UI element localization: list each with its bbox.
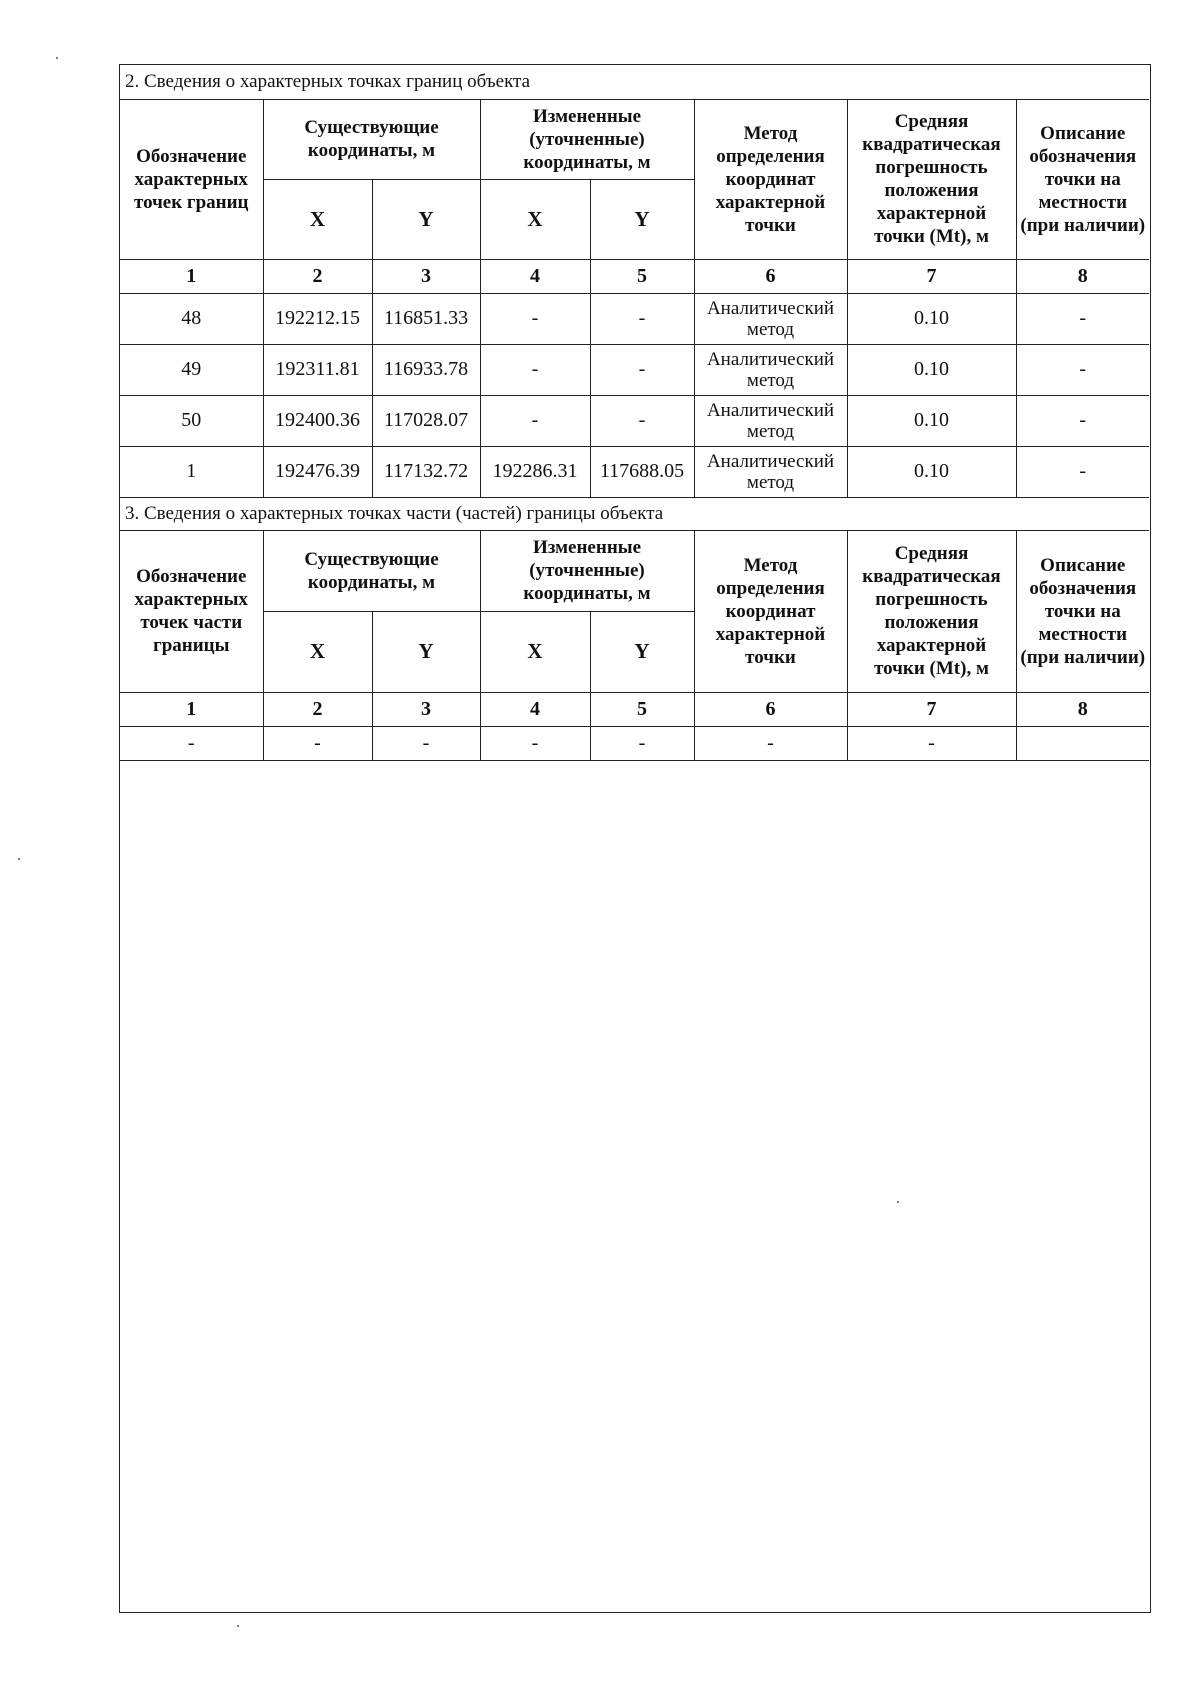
column-number-row [120, 692, 1149, 726]
point-id: 1 [120, 446, 263, 497]
col-number: 6 [694, 259, 847, 293]
description: - [1016, 344, 1149, 395]
coord-y-new: - [590, 293, 694, 344]
column-number-row [120, 259, 1149, 293]
header-y: Y [372, 179, 480, 259]
error-value: - [847, 726, 1016, 760]
header-x-new: X [480, 611, 590, 692]
coord-y: 116933.78 [372, 344, 480, 395]
method: Аналитический метод [694, 293, 847, 344]
boundary-points-table [120, 65, 1149, 761]
coord-y-new: - [590, 395, 694, 446]
col-number: 2 [263, 692, 372, 726]
scan-speck [897, 1201, 899, 1203]
header-row [120, 99, 1149, 179]
method: Аналитический метод [694, 446, 847, 497]
col-number: 1 [120, 259, 263, 293]
header-changed-coords: Измененные (уточненные) координаты, м [480, 530, 694, 611]
header-existing-coords: Существующие координаты, м [263, 530, 480, 611]
col-number: 4 [480, 259, 590, 293]
header-designation: Обозначение характерных точек границ [120, 99, 263, 259]
col-number: 8 [1016, 259, 1149, 293]
coord-x-new: - [480, 395, 590, 446]
header-existing-coords: Существующие координаты, м [263, 99, 480, 179]
header-y-new: Y [590, 611, 694, 692]
col-number: 5 [590, 692, 694, 726]
coord-x-new: - [480, 344, 590, 395]
col-number: 7 [847, 259, 1016, 293]
header-changed-coords: Измененные (уточненные) координаты, м [480, 99, 694, 179]
coord-x-new: 192286.31 [480, 446, 590, 497]
section-title-row [120, 65, 1149, 99]
col-number: 3 [372, 259, 480, 293]
col-number: 6 [694, 692, 847, 726]
point-id: 48 [120, 293, 263, 344]
table-row [120, 344, 1149, 395]
table-row [120, 293, 1149, 344]
point-id: 49 [120, 344, 263, 395]
section-title-row [120, 497, 1149, 530]
method: - [694, 726, 847, 760]
section2-title: 2. Сведения о характерных точках границ объекта [120, 65, 1149, 99]
description: - [1016, 446, 1149, 497]
header-error: Средняя квадратическая погрешность положения характерной точки (Mt), м [847, 99, 1016, 259]
coord-y-new: - [590, 726, 694, 760]
coord-x: - [263, 726, 372, 760]
coord-x-new: - [480, 293, 590, 344]
col-number: 2 [263, 259, 372, 293]
header-designation: Обозначение характерных точек части границы [120, 530, 263, 692]
header-row [120, 530, 1149, 611]
method: Аналитический метод [694, 344, 847, 395]
error-value: 0.10 [847, 293, 1016, 344]
col-number: 7 [847, 692, 1016, 726]
scan-speck [56, 57, 58, 59]
header-y: Y [372, 611, 480, 692]
coord-y-new: 117688.05 [590, 446, 694, 497]
document-frame [119, 64, 1151, 1613]
coord-y: 117028.07 [372, 395, 480, 446]
header-x: X [263, 611, 372, 692]
header-error: Средняя квадратическая погрешность положения характерной точки (Mt), м [847, 530, 1016, 692]
coord-x: 192212.15 [263, 293, 372, 344]
col-number: 4 [480, 692, 590, 726]
table-row [120, 446, 1149, 497]
coord-y-new: - [590, 344, 694, 395]
point-id: 50 [120, 395, 263, 446]
error-value: 0.10 [847, 344, 1016, 395]
description: - [1016, 293, 1149, 344]
header-method: Метод определения координат характерной точки [694, 99, 847, 259]
section3-title: 3. Сведения о характерных точках части (частей) границы объекта [120, 497, 1149, 530]
coord-x: 192400.36 [263, 395, 372, 446]
error-value: 0.10 [847, 395, 1016, 446]
table-row [120, 726, 1149, 760]
scan-speck [18, 858, 20, 860]
error-value: 0.10 [847, 446, 1016, 497]
description [1016, 726, 1149, 760]
table-row [120, 395, 1149, 446]
header-description: Описание обозначения точки на местности (при наличии) [1016, 530, 1149, 692]
col-number: 5 [590, 259, 694, 293]
col-number: 3 [372, 692, 480, 726]
header-y-new: Y [590, 179, 694, 259]
coord-x: 192476.39 [263, 446, 372, 497]
coord-y: 116851.33 [372, 293, 480, 344]
method: Аналитический метод [694, 395, 847, 446]
header-description: Описание обозначения точки на местности (при наличии) [1016, 99, 1149, 259]
header-x: X [263, 179, 372, 259]
header-method: Метод определения координат характерной точки [694, 530, 847, 692]
point-id: - [120, 726, 263, 760]
coord-x: 192311.81 [263, 344, 372, 395]
col-number: 1 [120, 692, 263, 726]
scan-speck [237, 1625, 239, 1627]
coord-x-new: - [480, 726, 590, 760]
header-x-new: X [480, 179, 590, 259]
description: - [1016, 395, 1149, 446]
coord-y: - [372, 726, 480, 760]
coord-y: 117132.72 [372, 446, 480, 497]
col-number: 8 [1016, 692, 1149, 726]
